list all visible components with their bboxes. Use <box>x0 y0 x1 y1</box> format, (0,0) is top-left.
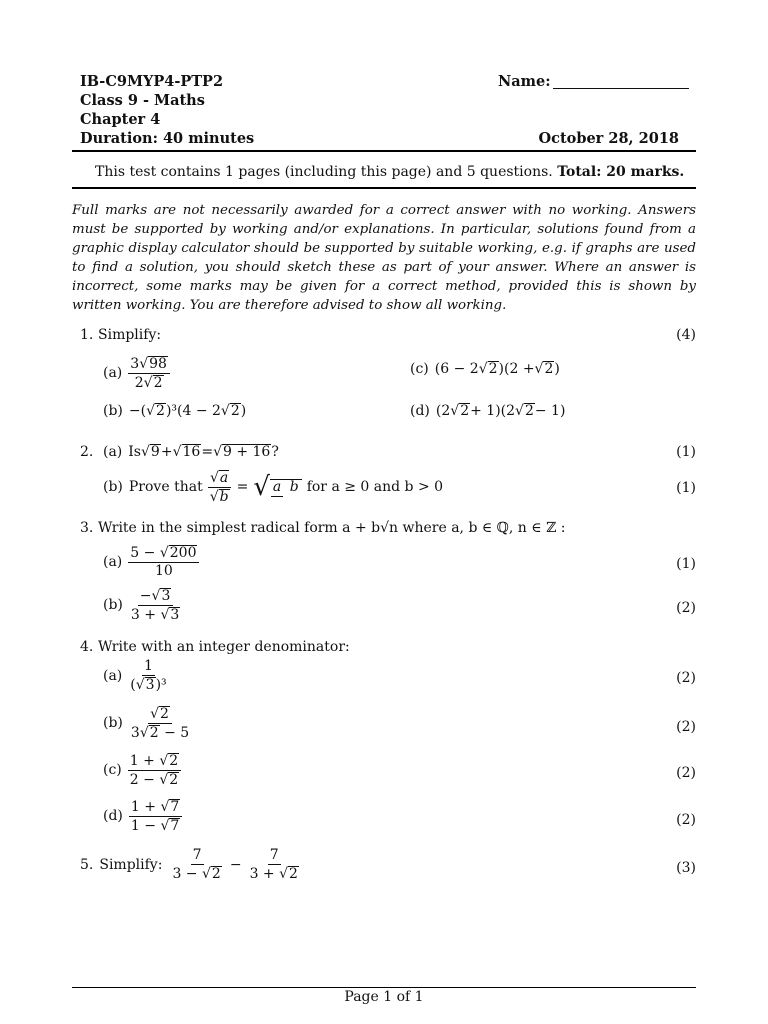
q3b-marks: (2) <box>676 600 696 616</box>
q2b: (b) Prove that $\frac{√a}{√b}$ = √ a b for a ≥ 0 and b > 0 <box>103 470 444 505</box>
q1c: (c) (6 − 2 √ 2 )(2 + √ 2 ) <box>410 361 560 378</box>
footer-rule <box>72 987 696 988</box>
q4b: (b) $\frac{√2}{3√2 - 5}$ <box>103 706 190 741</box>
q1d: (d) (2 √ 2 + 1)(2 √ 2 − 1) <box>410 403 566 420</box>
q1a-fraction: $\frac{3√98}{2√2}$ <box>128 356 170 390</box>
q3-prompt: Write in the simplest radical form a + b√n where a, b ∈ ℚ, n ∈ ℤ : <box>98 520 566 536</box>
q2a-marks: (1) <box>676 444 696 460</box>
q1a: (a) $\frac{3√98}{2√2}$ <box>103 356 170 390</box>
q3a-marks: (1) <box>676 556 696 572</box>
q4c-marks: (2) <box>676 765 696 781</box>
q1-number: 1. <box>80 327 94 343</box>
header-rule <box>72 150 696 152</box>
q2a: (a) Is √ 9 + √ 16 = √ 9 + 16 ? <box>103 444 279 461</box>
page-number: Page 1 of 1 <box>344 989 424 1005</box>
q4a-marks: (2) <box>676 670 696 686</box>
q5-number: 5. <box>80 856 94 873</box>
q4-prompt: Write with an integer denominator: <box>98 639 350 655</box>
name-blank-line[interactable] <box>553 88 689 89</box>
q5-marks: (3) <box>676 860 696 876</box>
q4-number: 4. <box>80 639 94 655</box>
exam-code: IB-C9MYP4-PTP2 <box>80 73 224 90</box>
q4d-marks: (2) <box>676 812 696 828</box>
banner-rule <box>72 187 696 189</box>
q3a: (a) $\frac{5 - √200}{10}$ <box>103 545 199 578</box>
q4c: (c) $\frac{1 + √2}{2 - √2}$ <box>103 753 181 787</box>
q4d: (d) $\frac{1 + √7}{1 - √7}$ <box>103 799 182 833</box>
q3-number: 3. <box>80 520 94 536</box>
class-label: Class 9 - Maths <box>80 92 205 109</box>
q5: 5. Simplify: $\frac{7}{3 - √2}$ − $\frac{7}{3 + √2}$ <box>80 847 298 882</box>
q2b-marks: (1) <box>676 480 696 496</box>
q2-number: 2. <box>80 444 94 460</box>
banner-text: This test contains 1 pages (including this page) and 5 questions. Total: 20 marks. <box>95 164 685 180</box>
q4a: (a) $\frac{1}{\text{(√3)³}}$ <box>103 658 167 693</box>
q1-marks: (4) <box>676 327 696 343</box>
chapter-label: Chapter 4 <box>80 111 161 128</box>
duration-label: Duration: 40 minutes <box>80 130 255 147</box>
q1b: (b) −( √ 2 )³(4 − 2 √ 2 ) <box>103 403 247 420</box>
q1-prompt: Simplify: <box>98 327 162 343</box>
instructions: Full marks are not necessarily awarded for a correct answer with no working. Answers must be supported by working and/or explanations. In particular, solutions found from a graphic display calculator should be supported by suitable working, e.g. if graphs are used to find a solution, you should sketch these as part of your answer. Where an answer is incorrect, some marks may be given for a correct method, provided this is shown by written working. You are therefore advised to show all working. <box>72 203 696 313</box>
exam-date: October 28, 2018 <box>538 130 679 147</box>
q3b: (b) $\frac{-√3}{3 + √3}$ <box>103 588 180 623</box>
total-marks: Total: 20 marks. <box>557 164 685 180</box>
q5-prompt: Simplify: <box>99 856 163 873</box>
name-label: Name: <box>498 73 551 90</box>
q4b-marks: (2) <box>676 719 696 735</box>
